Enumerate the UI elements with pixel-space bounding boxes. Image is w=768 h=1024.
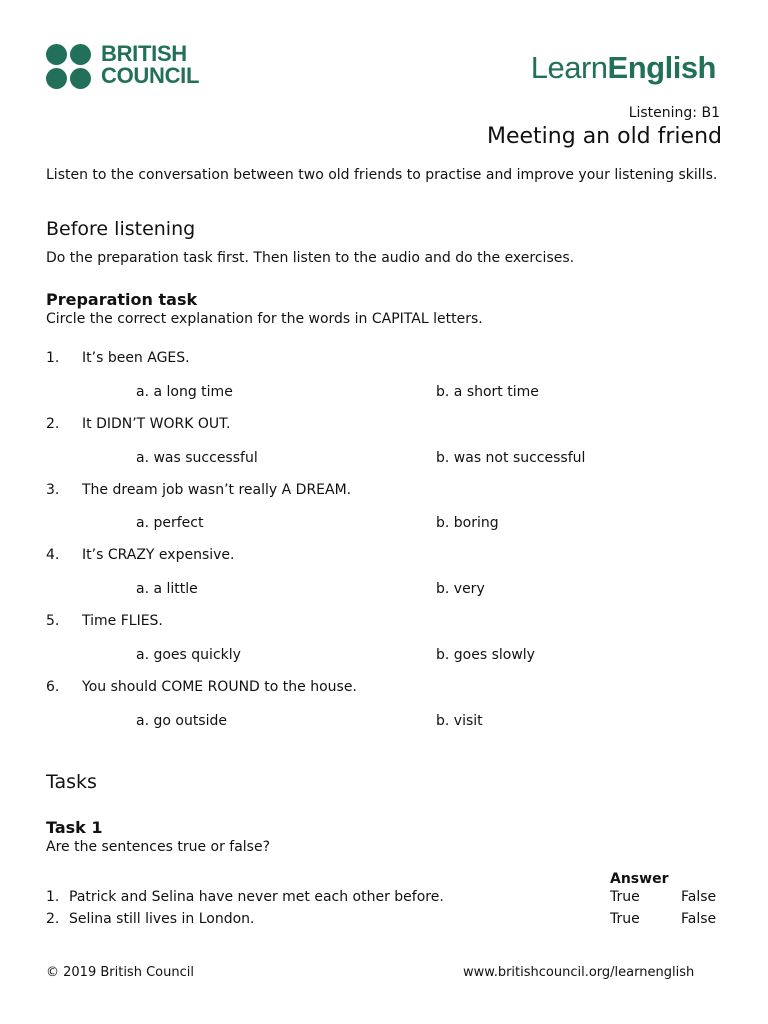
question-text: Time FLIES. [82,613,163,629]
question-text: The dream job wasn’t really A DREAM. [82,482,352,498]
level-label: Listening: B1 [628,105,720,121]
option-a: a. goes quickly [136,647,241,663]
option-b: b. boring [436,515,499,531]
question-number: 4. [46,547,60,563]
true-option: True [610,889,640,905]
intro-text: Listen to the conversation between two old friends to practise and improve your listening skills. [46,167,718,183]
task1-heading: Task 1 [46,818,103,837]
before-listening-text: Do the preparation task first. Then listen to the audio and do the exercises. [46,250,575,266]
question-text: You should COME ROUND to the house. [82,679,357,695]
british-council-wordmark: BRITISH COUNCIL [101,41,200,88]
learnenglish-logo: LearnEnglish [530,50,716,85]
footer-copyright: © 2019 British Council [46,965,194,980]
false-option: False [681,889,717,905]
option-b: b. visit [436,713,483,729]
question-number: 3. [46,482,60,498]
question-text: It DIDN’T WORK OUT. [82,416,231,432]
question-text: It’s been AGES. [82,350,190,366]
option-a: a. perfect [136,515,204,531]
option-b: b. very [436,581,485,597]
option-a: a. a little [136,581,198,597]
task1-instruction: Are the sentences true or false? [46,839,271,855]
question-number: 5. [46,613,60,629]
british-council-dots-icon [46,44,96,90]
option-a: a. a long time [136,384,233,400]
preparation-instruction: Circle the correct explanation for the words in CAPITAL letters. [46,311,483,327]
page-title: Meeting an old friend [487,124,722,149]
tasks-heading: Tasks [46,771,97,793]
question-number: 2. [46,416,60,432]
option-b: b. goes slowly [436,647,535,663]
statement-number: 2. [46,911,60,927]
option-b: b. was not successful [436,450,586,466]
footer-url[interactable]: www.britishcouncil.org/learnenglish [463,965,695,980]
option-a: a. was successful [136,450,258,466]
statement-text: Selina still lives in London. [69,911,255,927]
question-number: 1. [46,350,60,366]
false-option: False [681,911,717,927]
question-text: It’s CRAZY expensive. [82,547,235,563]
true-option: True [610,911,640,927]
british-council-logo [46,41,216,90]
statement-number: 1. [46,889,60,905]
before-listening-heading: Before listening [46,218,196,240]
option-a: a. go outside [136,713,227,729]
option-b: b. a short time [436,384,539,400]
answer-column-header: Answer [610,871,669,887]
preparation-heading: Preparation task [46,290,198,309]
question-number: 6. [46,679,60,695]
statement-text: Patrick and Selina have never met each other before. [69,889,444,905]
